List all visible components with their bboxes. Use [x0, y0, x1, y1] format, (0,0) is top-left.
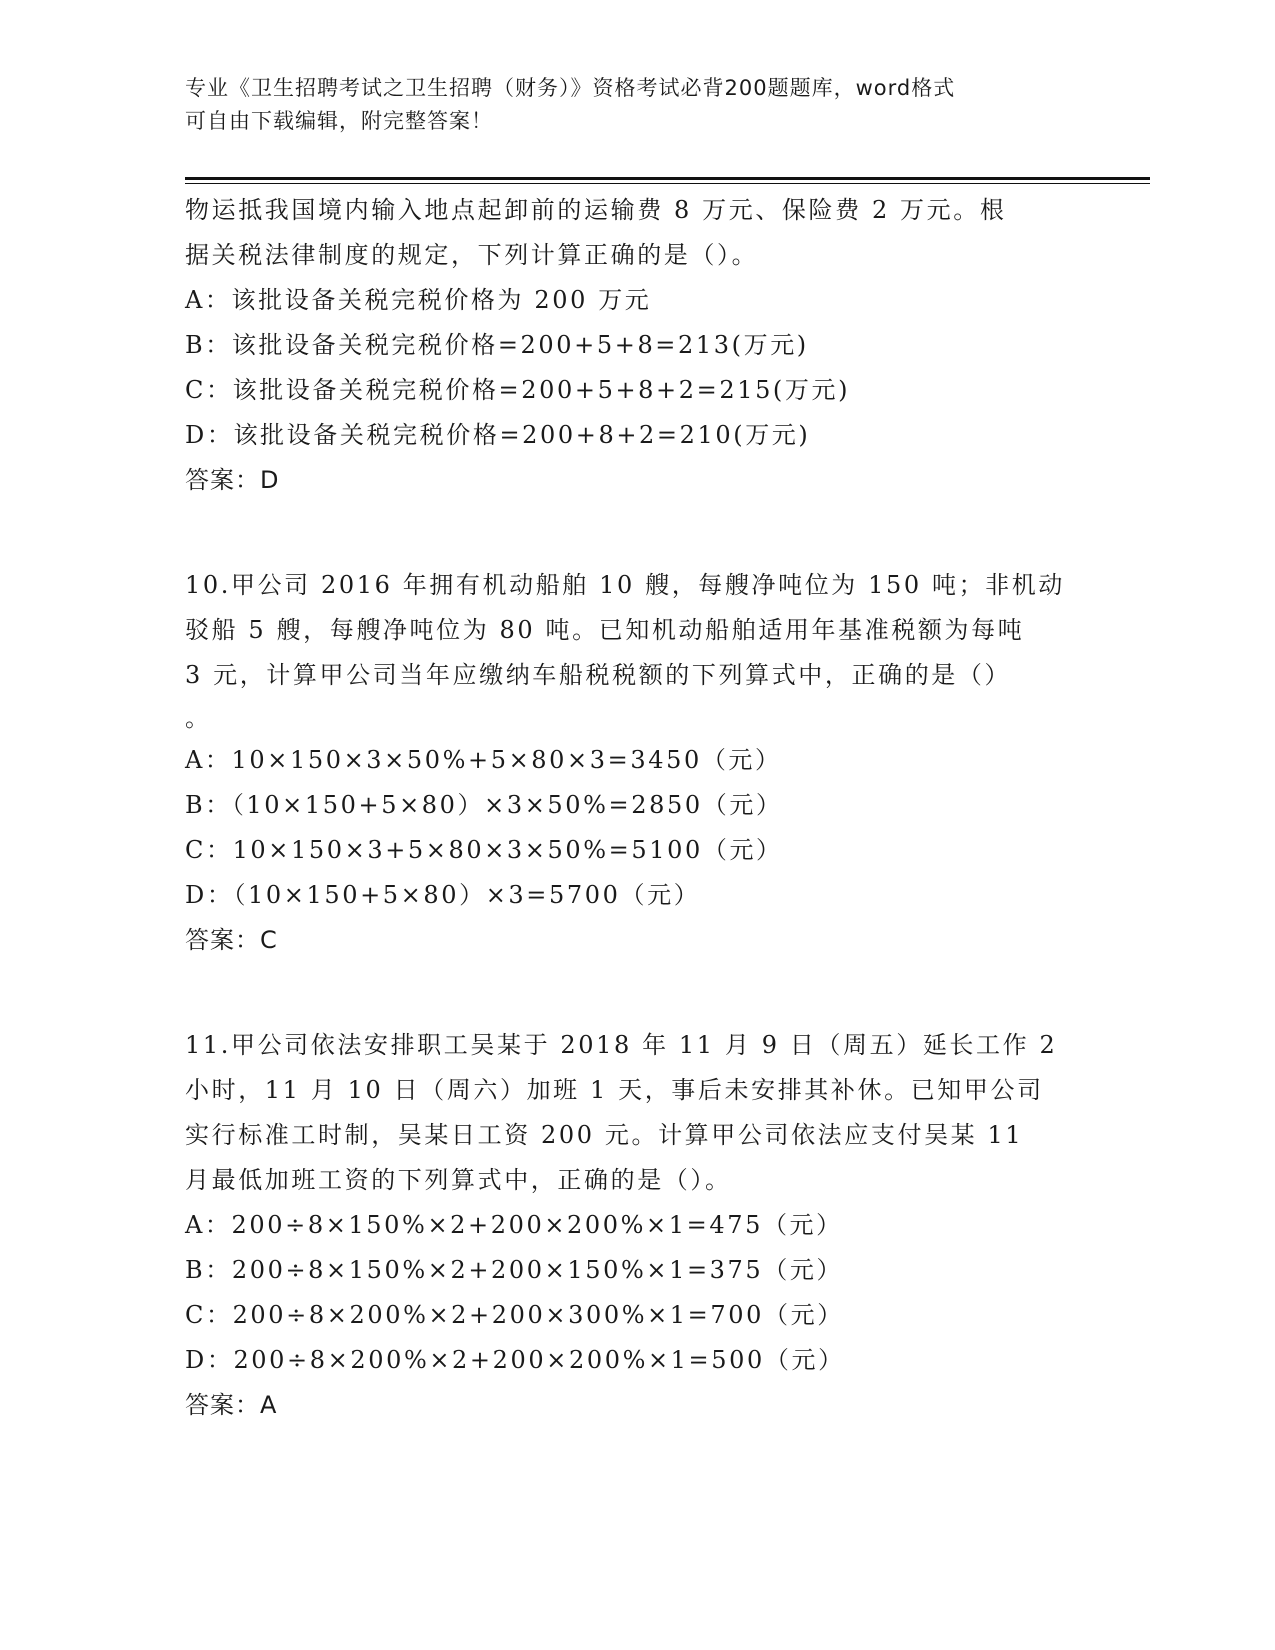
header-title-line-1: 专业《卫生招聘考试之卫生招聘（财务）》资格考试必背200题题库，word格式	[185, 76, 956, 100]
document-body	[185, 188, 1085, 1428]
option-d: D：200÷8×200%×2+200×200%×1=500（元）	[185, 1346, 845, 1374]
question-stem-line: 月最低加班工资的下列算式中，正确的是（）。	[185, 1166, 732, 1194]
question-9	[185, 188, 1085, 503]
option-d: D：该批设备关税完税价格=200+8+2=210(万元)	[185, 421, 811, 449]
option-d: D：（10×150+5×80）×3=5700（元）	[185, 881, 701, 909]
option-c: C：200÷8×200%×2+200×300%×1=700（元）	[185, 1301, 844, 1329]
answer-label: 答案：D	[185, 466, 280, 494]
question-11	[185, 1023, 1085, 1428]
option-c: C：该批设备关税完税价格=200+5+8+2=215(万元)	[185, 376, 851, 404]
header-title-line-2: 可自由下载编辑，附完整答案！	[185, 109, 493, 133]
question-stem-line: 3 元，计算甲公司当年应缴纳车船税税额的下列算式中，正确的是（）	[185, 661, 1012, 689]
question-spacer	[185, 503, 1085, 563]
option-a: A：该批设备关税完税价格为 200 万元	[185, 286, 652, 314]
document-header	[185, 72, 1065, 138]
option-b: B：200÷8×150%×2+200×150%×1=375（元）	[185, 1256, 844, 1284]
header-divider-thick	[185, 177, 1150, 180]
question-10	[185, 563, 1085, 963]
question-stem-line: 据关税法律制度的规定，下列计算正确的是（）。	[185, 241, 759, 269]
option-a: A：200÷8×150%×2+200×200%×1=475（元）	[185, 1211, 843, 1239]
question-stem-line: 物运抵我国境内输入地点起卸前的运输费 8 万元、保险费 2 万元。根	[185, 196, 1007, 224]
option-a: A：10×150×3×50%+5×80×3=3450（元）	[185, 746, 782, 774]
question-stem-line: 11.甲公司依法安排职工吴某于 2018 年 11 月 9 日（周五）延长工作 2	[185, 1031, 1058, 1059]
question-spacer	[185, 963, 1085, 1023]
question-stem-line: 。	[185, 704, 212, 732]
header-divider-thin	[185, 183, 1150, 184]
option-b: B：（10×150+5×80）×3×50%=2850（元）	[185, 791, 783, 819]
question-stem-line: 小时，11 月 10 日（周六）加班 1 天，事后未安排其补休。已知甲公司	[185, 1076, 1044, 1104]
option-b: B：该批设备关税完税价格=200+5+8=213(万元)	[185, 331, 809, 359]
answer-label: 答案：C	[185, 926, 278, 954]
question-stem-line: 10.甲公司 2016 年拥有机动船舶 10 艘，每艘净吨位为 150 吨；非机动	[185, 571, 1065, 599]
question-stem-line: 驳船 5 艘，每艘净吨位为 80 吨。已知机动船舶适用年基准税额为每吨	[185, 616, 1025, 644]
option-c: C：10×150×3+5×80×3×50%=5100（元）	[185, 836, 783, 864]
question-stem-line: 实行标准工时制，吴某日工资 200 元。计算甲公司依法应支付吴某 11	[185, 1121, 1024, 1149]
answer-label: 答案：A	[185, 1391, 278, 1419]
